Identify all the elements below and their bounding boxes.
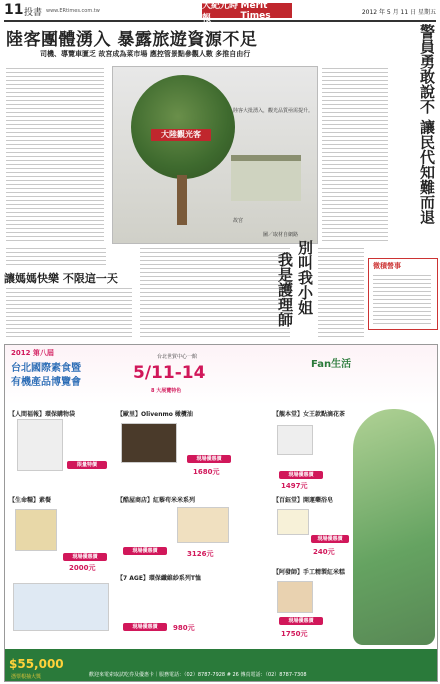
ad-features: 8 大展覽特色 [151, 388, 182, 394]
product-name: 【酷屋商店】紅藜苟米米系列 [117, 497, 196, 504]
logo-en: Merit Times [240, 0, 271, 21]
ad-title-line2: 有機產品博覽會 [11, 377, 81, 388]
product-name: 【歐里】Olivenmo 橄欖油 [117, 411, 193, 418]
photo-caption: 陸客大批湧入，觀光品質亟需提升。 [233, 108, 314, 114]
issue-date: 2012 年 5 月 11 日 星期五 [361, 9, 436, 16]
footer-prize-text: 憑票根抽大獎 [11, 674, 42, 680]
buy-button[interactable]: 現場優惠價 [279, 617, 323, 625]
ad-venue: 台北世貿中心一館 [157, 354, 198, 360]
right-headline: 警員勇敢說不 讓民代知難而退 [418, 24, 436, 225]
column-box [368, 258, 438, 330]
ad-banner [5, 345, 437, 405]
product-price: 980元 [173, 624, 195, 632]
buy-button[interactable]: 現場優惠價 [279, 471, 323, 479]
product-card[interactable] [273, 495, 353, 565]
product-price: 2000元 [69, 564, 96, 572]
product-card[interactable] [9, 495, 113, 577]
product-price: 240元 [313, 548, 335, 556]
product-price: 3126元 [187, 550, 214, 558]
product-name: 【靚本堂】女王款點滴花茶 [273, 411, 346, 418]
tree-trunk [177, 175, 187, 225]
page-number: 11 [4, 2, 24, 18]
rice-cake-image [277, 581, 313, 613]
footer-prize-amount: $55,000 [9, 657, 64, 671]
left-headline: 讓媽媽快樂 不限這一天 [4, 272, 118, 285]
buy-button[interactable]: 現場優惠價 [123, 623, 167, 631]
leaf-figure-illustration [353, 409, 435, 645]
main-text-col1 [6, 66, 104, 242]
product-card[interactable] [117, 495, 243, 571]
center-headline-col1: 別叫我小姐 [296, 240, 314, 315]
center-text-right [318, 246, 364, 338]
buy-button[interactable]: 限量特價 [67, 461, 107, 469]
ad-title-line1: 台北國際素食暨 [11, 363, 81, 374]
logo-cn: 大紀元時報 [202, 0, 239, 24]
expo-advertisement[interactable] [4, 344, 438, 682]
buy-button[interactable]: 現場優惠價 [63, 553, 107, 561]
buy-button[interactable]: 現場優惠價 [123, 547, 167, 555]
product-price: 1497元 [281, 482, 308, 490]
column-title: 微積營事 [373, 262, 401, 270]
soap-image [277, 509, 309, 535]
quinoa-image [177, 507, 229, 543]
tree-illustration [131, 75, 235, 179]
product-name: 【百鈺堂】開運藥浴皂 [273, 497, 334, 504]
product-price: 1750元 [281, 630, 308, 638]
product-name: 【生命糧】素餐 [9, 497, 52, 504]
product-card[interactable] [273, 409, 353, 491]
tshirt-image [13, 583, 109, 631]
ad-footer [5, 649, 437, 681]
tea-image [277, 425, 313, 455]
product-name: 【阿發師】手工精製紅米糕 [273, 569, 346, 576]
ad-brand: Fan生活 [311, 359, 352, 370]
ad-date: 5/11-14 [133, 363, 206, 383]
product-card[interactable] [9, 409, 113, 491]
center-headline-col2: 我是護理師 [276, 252, 294, 327]
center-text-upper [140, 246, 290, 338]
left-text-upper [6, 246, 106, 266]
buy-button[interactable]: 現場優惠價 [187, 455, 231, 463]
site-url[interactable]: www.ERtimes.com.tw [46, 8, 100, 14]
museum-illustration [231, 155, 301, 201]
product-name: 【7 AGE】環保纖維紗系列T恤 [117, 575, 202, 582]
main-subhead: 司機、導覽車匱乏 故宮成為菜市場 應控管景點參觀人數 多推自由行 [40, 50, 251, 58]
ad-top-tag: 2012 第八屆 [11, 349, 54, 357]
column-text [373, 273, 431, 325]
masthead [4, 2, 436, 22]
section-name: 投書 [24, 8, 43, 18]
product-price: 1680元 [193, 468, 220, 476]
meal-image [15, 509, 57, 551]
product-name: 【人間福報】環保購物袋 [9, 411, 76, 418]
footer-contact: 歡迎來電索取試吃券及優惠卡｜服務電話：（02）8787-7928 # 26 傳真電話：（02）8787-7308 [89, 672, 307, 678]
main-headline: 陸客團體湧入 暴露旅遊資源不足 [6, 30, 258, 50]
product-card[interactable] [273, 567, 353, 645]
buy-button[interactable]: 現場優惠價 [311, 535, 349, 543]
product-card[interactable] [117, 573, 267, 645]
photo-tag: 故宮 [233, 218, 244, 224]
photo-banner: 大陸觀光客 [151, 129, 211, 141]
left-text-lower [6, 286, 132, 338]
main-text-col2 [322, 66, 388, 242]
main-photo [112, 66, 318, 244]
photo-credit: 圖／取材自網路 [263, 232, 299, 238]
newspaper-logo [202, 0, 292, 24]
product-card[interactable] [117, 409, 243, 491]
tote-bag-image [17, 419, 63, 471]
olive-oil-image [121, 423, 177, 463]
